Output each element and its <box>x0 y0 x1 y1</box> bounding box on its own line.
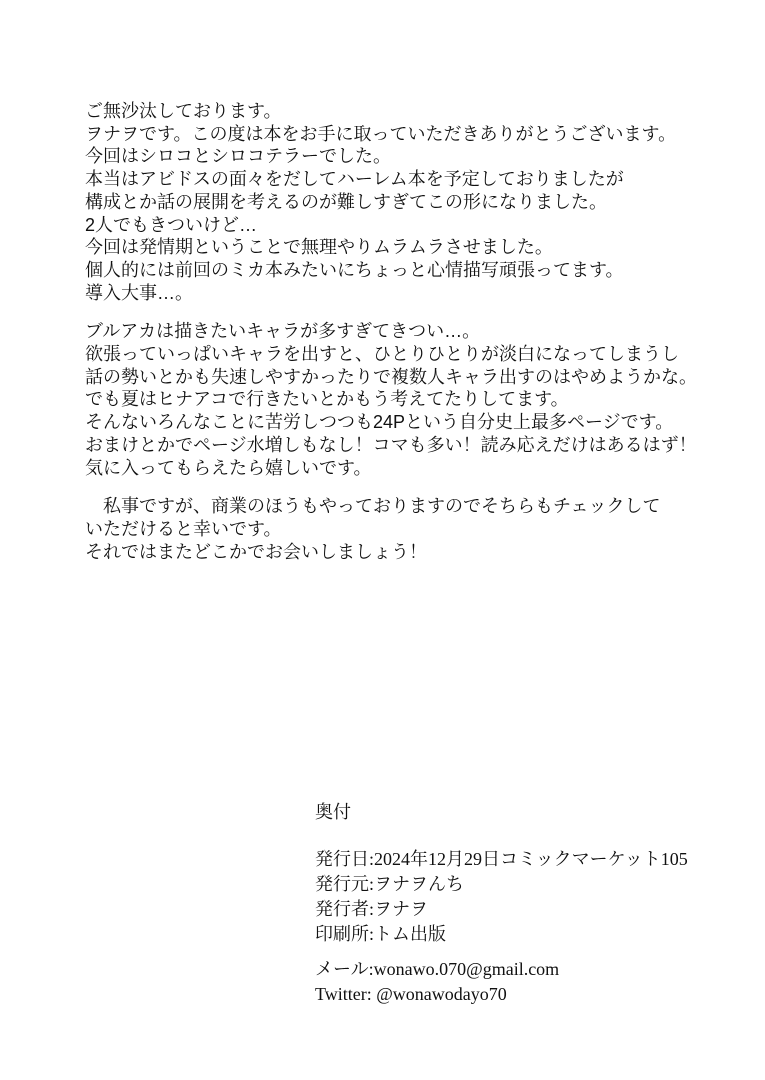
colophon-twitter: Twitter: @wonawodayo70 <box>315 984 507 1004</box>
afterword-line: 個人的には前回のミカ本みたいにちょっと心情描写頑張ってます。 <box>85 259 624 280</box>
afterword-line: 私事ですが、商業のほうもやっておりますのでそちらもチェックして <box>85 496 661 517</box>
afterword-line: 導入大事…。 <box>85 282 193 303</box>
colophon-publisher-circle: 発行元:ヲナヲんち <box>315 874 465 894</box>
afterword-line: いただけると幸いです。 <box>85 518 282 539</box>
colophon-entries <box>315 847 688 947</box>
colophon-email: メール:wonawo.070@gmail.com <box>315 959 560 979</box>
afterword-line: 今回は発情期ということで無理やりムラムラさせました。 <box>85 237 553 258</box>
afterword-text <box>85 100 697 579</box>
afterword-line: 欲張っていっぱいキャラを出すと、ひとりひとりが淡白になってしまうし <box>85 344 679 365</box>
afterword-line: おまけとかでページ水増しもなし！コマも多い！読み応えだけはあるはず！ <box>85 434 697 455</box>
afterword-line: 2人でもきついけど… <box>85 214 258 235</box>
afterword-line: 話の勢いとかも失速しやすかったりで複数人キャラ出すのはやめようかな。 <box>85 366 697 387</box>
afterword-line: 構成とか話の展開を考えるのが難しすぎてこの形になりました。 <box>85 191 607 212</box>
colophon-printer: 印刷所:トム出版 <box>315 924 447 944</box>
afterword-line: それではまたどこかでお会いしましょう！ <box>85 541 427 562</box>
colophon-author: 発行者:ヲナヲ <box>315 899 429 919</box>
afterword-line: 気に入ってもらえたら嬉しいです。 <box>85 457 372 478</box>
afterword-line: 今回はシロコとシロコテラーでした。 <box>85 146 391 167</box>
afterword-line: ブルアカは描きたいキャラが多すぎてきつい…。 <box>85 321 481 342</box>
afterword-line: ご無沙汰しております。 <box>85 101 282 121</box>
colophon-publication-date: 発行日:2024年12月29日コミックマーケット105 <box>315 849 688 869</box>
colophon-contacts <box>315 957 688 1007</box>
afterword-line: ヲナヲです。この度は本をお手に取っていただきありがとうございます。 <box>85 123 677 144</box>
colophon-title: 奥付 <box>315 802 351 822</box>
colophon <box>315 800 688 1007</box>
afterword-paragraph-greeting <box>85 100 697 304</box>
afterword-line: 本当はアビドスの面々をだしてハーレム本を予定しておりましたが <box>85 169 624 190</box>
afterword-paragraph-closing <box>85 495 697 563</box>
afterword-paragraph-characters <box>85 320 697 479</box>
afterword-line: でも夏はヒナアコで行きたいとかもう考えてたりしてます。 <box>85 389 569 410</box>
afterword-line: そんないろんなことに苦労しつつも24Pという自分史上最多ページです。 <box>85 412 674 433</box>
